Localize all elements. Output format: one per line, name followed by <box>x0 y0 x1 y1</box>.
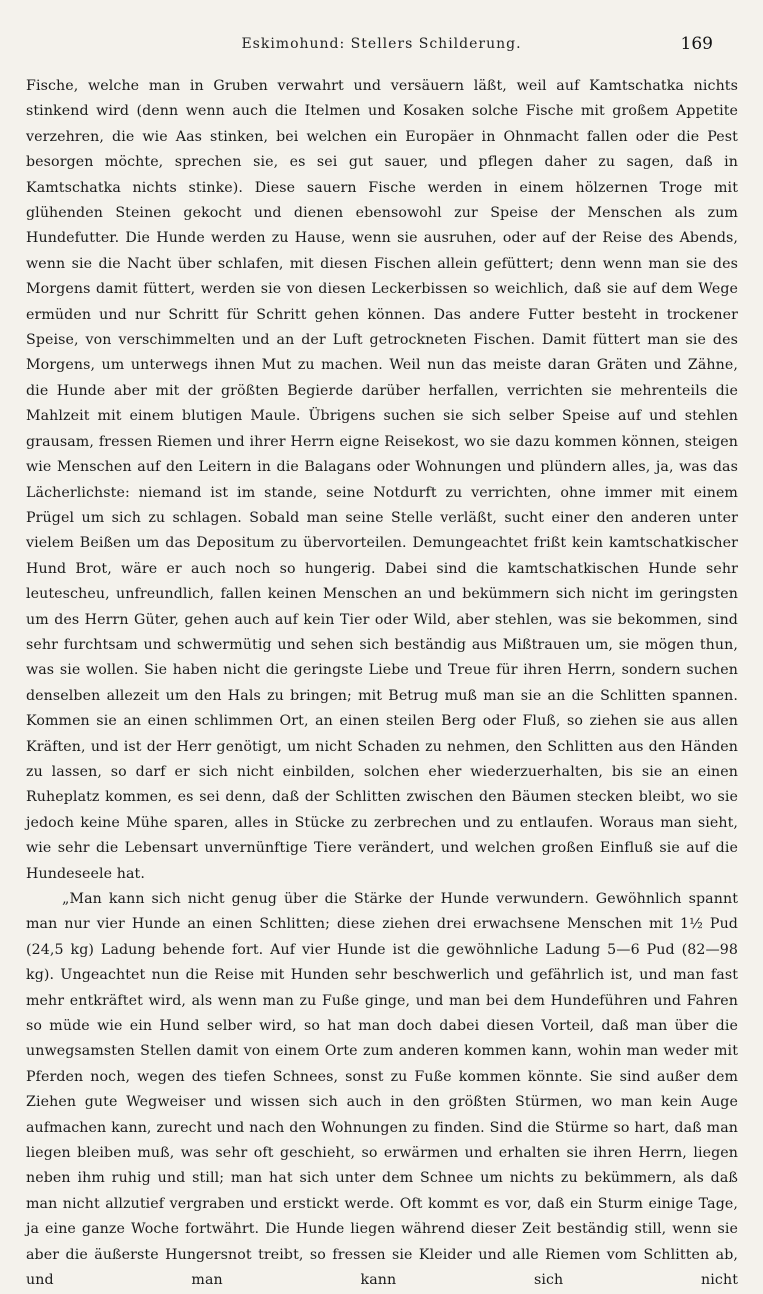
paragraph-steller-fish-feeding: Fische, welche man in Gruben verwahrt und versäuern läßt, weil auf Kamtschatka nichts stinkend wird (denn wenn auch die Itelmen und Kosaken solche Fische mit großem Appetite verzehren, die wie Aas stinken, bei welchen ein Europäer in Ohnmacht fallen oder die Pest besorgen möchte, sprechen sie, es sei gut sauer, und pflegen daher zu sagen, daß in Kamtschatka nichts stinke). Diese sauern Fische werden in einem hölzernen Troge mit glühenden Steinen gekocht und dienen ebensowohl zur Speise der Menschen als zum Hundefutter. Die Hunde werden zu Hause, wenn sie ausruhen, oder auf der Reise des Abends, wenn sie die Nacht über schlafen, mit diesen Fischen allein gefüttert; denn wenn man sie des Morgens damit füttert, werden sie von diesen Leckerbissen so weichlich, daß sie auf dem Wege ermüden und nur Schritt für Schritt gehen können. Das andere Futter besteht in trockener Speise, von verschimmelten und an der Luft getrockneten Fischen. Damit füttert man sie des Morgens, um unterwegs ihnen Mut zu machen. Weil nun das meiste daran Gräten und Zähne, die Hunde aber mit der größten Begierde darüber herfallen, verrichten sie mehrenteils die Mahlzeit mit einem blutigen Maule. Übrigens suchen sie sich selber Speise auf und stehlen grausam, fressen Riemen und ihrer Herrn eigne Reisekost, wo sie dazu kommen können, steigen wie Menschen auf den Leitern in die Balagans oder Wohnungen und plündern alles, ja, was das Lächerlichste: niemand ist im stande, seine Notdurft zu verrichten, ohne immer mit einem Prügel um sich zu schlagen. Sobald man seine Stelle verläßt, sucht einer den anderen unter vielem Beißen um das Depositum zu übervorteilen. Demungeachtet frißt kein kamtschatkischer Hund Brot, wäre er auch noch so hungerig. Dabei sind die kamtschatkischen Hunde sehr leutescheu, unfreundlich, fallen keinen Menschen an und bekümmern sich nicht im geringsten um des Herrn Güter, gehen auch auf kein Tier oder Wild, aber stehlen, was sie bekommen, sind sehr furchtsam und schwermütig und sehen sich beständig aus Mißtrauen um, sie mögen thun, was sie wollen. Sie haben nicht die geringste Liebe und Treue für ihren Herrn, sondern suchen denselben allezeit um den Hals zu bringen; mit Betrug muß man sie an die Schlitten spannen. Kommen sie an einen schlimmen Ort, an einen steilen Berg oder Fluß, so ziehen sie aus allen Kräften, und ist der Herr genötigt, um nicht Schaden zu nehmen, den Schlitten aus den Händen zu lassen, so darf er sich nicht einbilden, solchen eher wiederzuerhalten, bis sie an einen Ruheplatz kommen, es sei denn, daß der Schlitten zwischen den Bäumen stecken bleibt, wo sie jedoch keine Mühe sparen, alles in Stücke zu zerbrechen und zu entlaufen. Woraus man sieht, wie sehr die Lebensart unvernünftige Tiere verändert, und welchen großen Einfluß sie auf die Hundeseele hat. <box>26 78 738 882</box>
page-body <box>26 74 738 1294</box>
page-number: 169 <box>680 34 713 54</box>
running-title: Eskimohund: Stellers Schilderung. <box>241 36 522 52</box>
paragraph-dog-strength: „Man kann sich nicht genug über die Stärke der Hunde verwundern. Gewöhnlich spannt man nur vier Hunde an einen Schlitten; diese ziehen drei erwachsene Menschen mit 1½ Pud (24,5 kg) Ladung behende fort. Auf vier Hunde ist die gewöhnliche Ladung 5—6 Pud (82—98 kg). Ungeachtet nun die Reise mit Hunden sehr beschwerlich und gefährlich ist, und man fast mehr entkräftet wird, als wenn man zu Fuße ginge, und man bei dem Hundeführen und Fahren so müde wie ein Hund selber wird, so hat man doch dabei diesen Vorteil, daß man über die unwegsamsten Stellen damit von einem Orte zum anderen kommen kann, wohin man weder mit Pferden noch, wegen des tiefen Schnees, sonst zu Fuße kommen könnte. Sie sind außer dem Ziehen gute Wegweiser und wissen sich auch in den größten Stürmen, wo man kein Auge aufmachen kann, zurecht und nach den Wohnungen zu finden. Sind die Stürme so hart, daß man liegen bleiben muß, was sehr oft geschieht, so erwärmen und erhalten sie ihren Herrn, liegen neben ihm ruhig und still; man hat sich unter dem Schnee um nichts zu bekümmern, als daß man nicht allzutief vergraben und erstickt werde. Oft kommt es vor, daß ein Sturm einige Tage, ja eine ganze Woche fortwährt. Die Hunde liegen während dieser Zeit beständig still, wenn sie aber die äußerste Hungersnot treibt, so fressen sie Kleider und alle Riemen vom Schlitten ab, und man kann sich nicht <box>26 891 738 1289</box>
page-header <box>44 32 719 60</box>
